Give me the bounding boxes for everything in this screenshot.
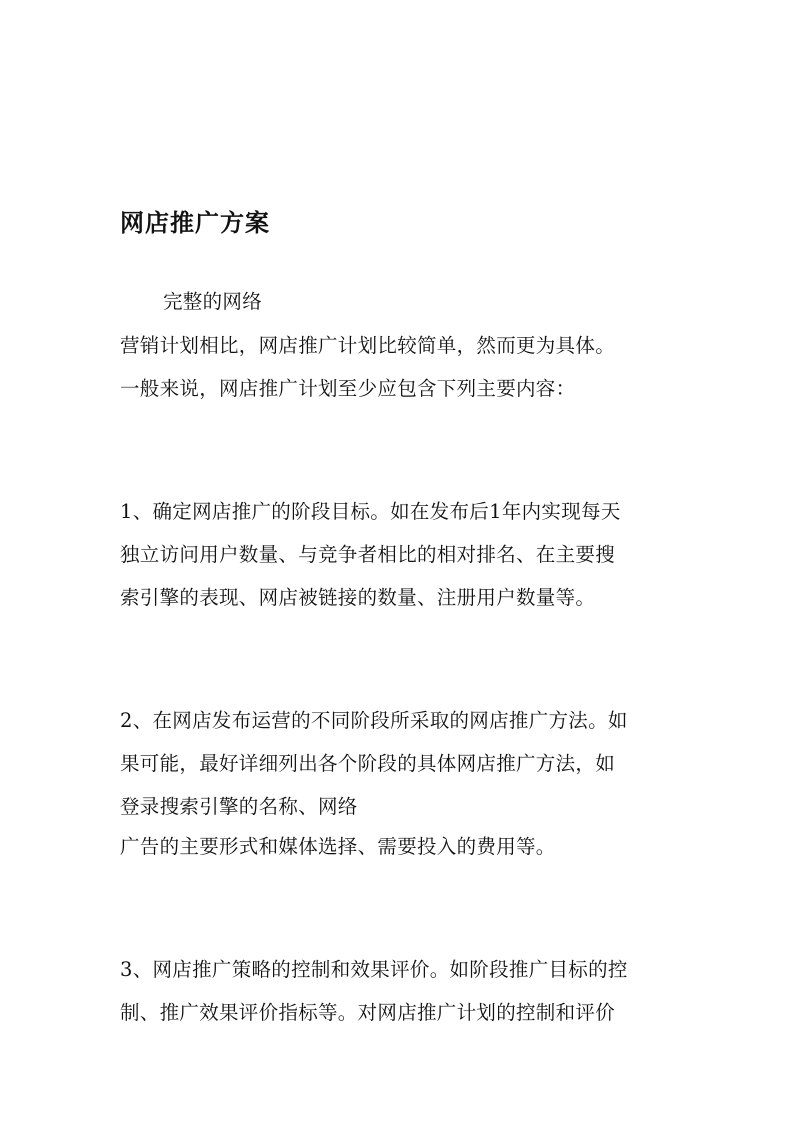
paragraph-line: 一般来说，网店推广计划至少应包含下列主要内容： (120, 377, 576, 400)
paragraph-line: 广告的主要形式和媒体选择、需要投入的费用等。 (120, 835, 556, 858)
paragraph-line: 独立访问用户数量、与竞争者相比的相对排名、在主要搜 (120, 543, 616, 566)
paragraph-line: 3、网店推广策略的控制和效果评价。如阶段推广目标的控 (120, 958, 628, 981)
paragraph-line: 果可能，最好详细列出各个阶段的具体网店推广方法，如 (120, 752, 616, 775)
paragraph-line: 索引擎的表现、网店被链接的数量、注册用户数量等。 (120, 586, 596, 609)
paragraph-line: 营销计划相比，网店推广计划比较简单，然而更为具体。 (120, 334, 616, 357)
paragraph-line: 制、推广效果评价指标等。对网店推广计划的控制和评价 (120, 1001, 616, 1024)
paragraph-line: 完整的网络 (163, 290, 263, 313)
paragraph-line: 2、在网店发布运营的不同阶段所采取的网店推广方法。如 (120, 709, 628, 732)
document-title: 网店推广方案 (120, 208, 270, 237)
paragraph-line: 登录搜索引擎的名称、网络 (120, 795, 358, 818)
paragraph-line: 1、确定网店推广的阶段目标。如在发布后1年内实现每天 (120, 500, 621, 523)
